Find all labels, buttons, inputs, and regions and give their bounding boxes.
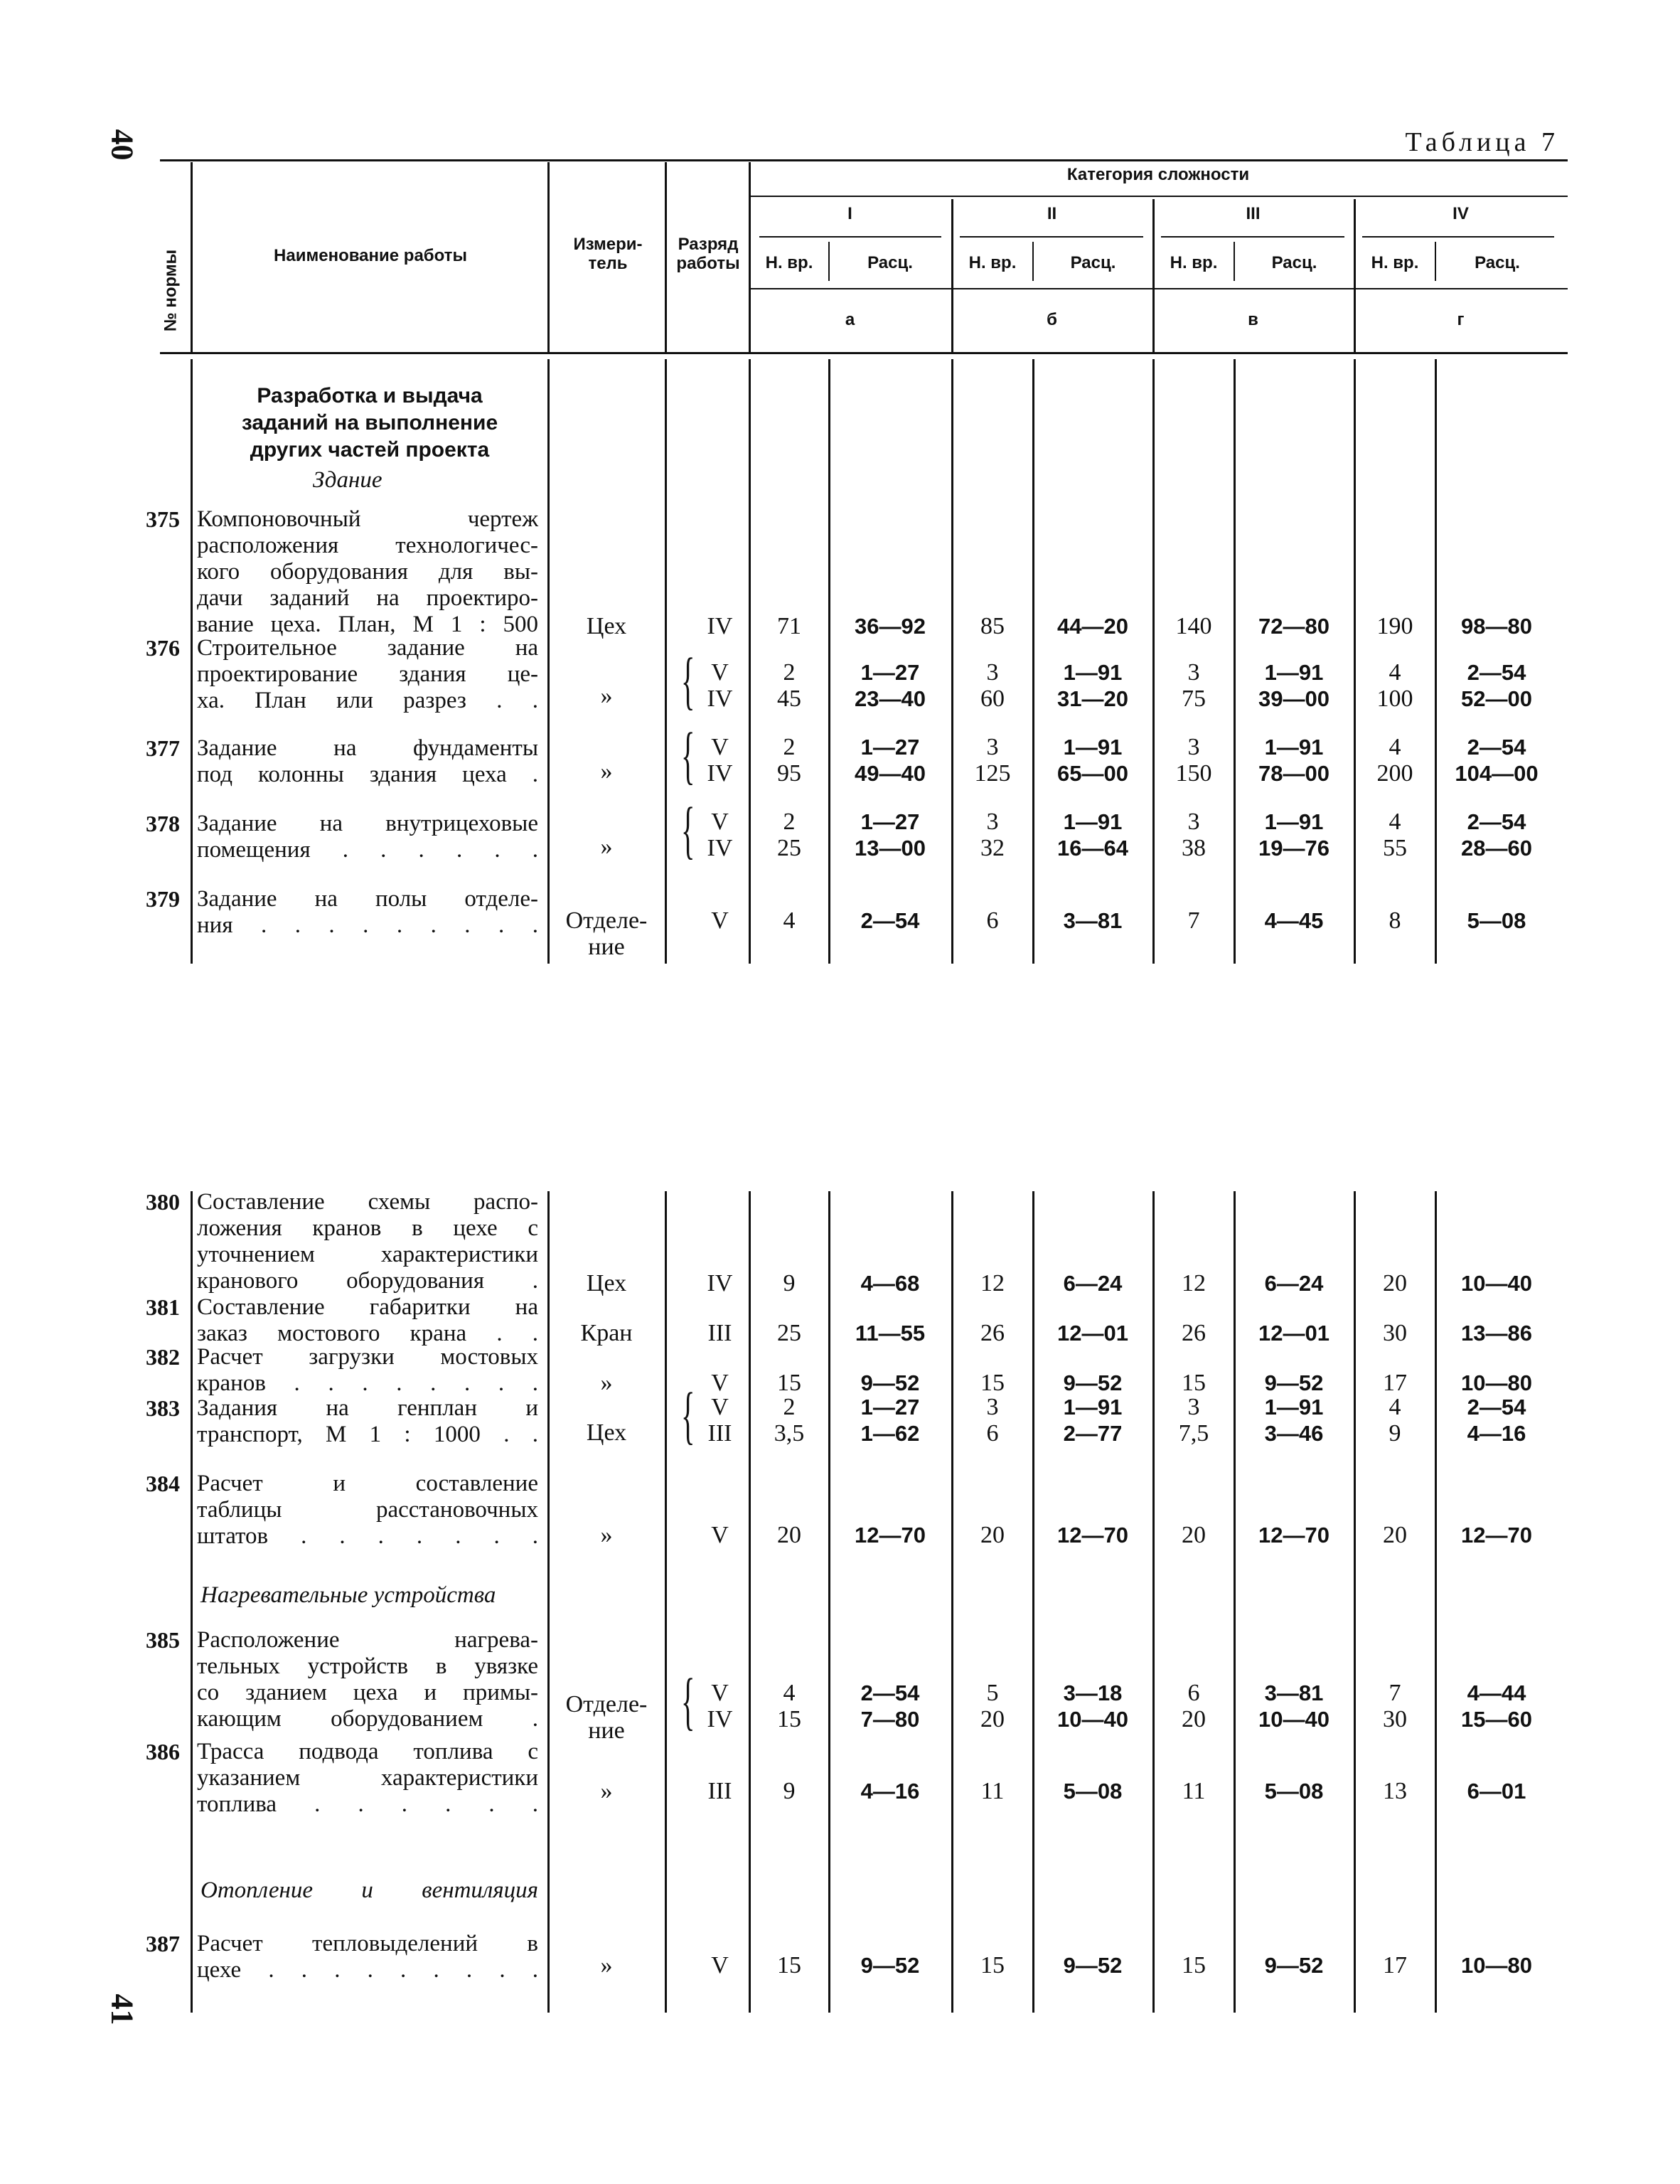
time-norm-cell: 15	[1182, 1370, 1206, 1396]
rate-cell: 5—08	[1467, 908, 1526, 933]
header-rasc: Расц.	[1475, 253, 1520, 272]
rate-cell: 4—68	[860, 1271, 920, 1296]
header-grade: Разряд работы	[676, 235, 740, 273]
row-number: 381	[146, 1294, 180, 1320]
rate-cell: 5—08	[1264, 1779, 1324, 1804]
time-norm-cell: 6 20	[1182, 1680, 1206, 1732]
header-work-name: Наименование работы	[274, 246, 467, 265]
row-number: 382	[146, 1344, 180, 1370]
rate-cell: 6—24	[1063, 1271, 1123, 1296]
time-norm-cell: 15	[980, 1370, 1005, 1396]
time-norm-cell: 4 15	[777, 1680, 801, 1732]
rate-cell: 12—70	[1057, 1523, 1128, 1548]
rate-cell: 36—92	[855, 614, 926, 639]
row-number: 377	[146, 735, 180, 761]
header-cat-2: II	[1047, 204, 1057, 223]
rate-cell: 9—52	[1063, 1370, 1123, 1395]
brace-icon: {	[681, 795, 695, 865]
header-letter-g: г	[1457, 310, 1465, 329]
rate-cell: 10—40	[1461, 1271, 1532, 1296]
rate-cell: 2—54 104—00	[1455, 735, 1539, 786]
time-norm-cell: 3 125	[974, 734, 1011, 787]
time-norm-cell: 11	[980, 1778, 1005, 1804]
rate-cell: 4—45	[1264, 908, 1324, 933]
time-norm-cell: 190	[1376, 613, 1413, 639]
work-name: Строительное задание на проектирование здания це- ха. План или разрез . .	[197, 635, 538, 713]
rate-cell: 4—44 15—60	[1461, 1680, 1532, 1732]
rate-cell: 1—91 2—77	[1063, 1395, 1123, 1446]
work-name: Расчет загрузки мостовых кранов . . . . . . . .	[197, 1344, 538, 1396]
grade-cell: V	[711, 1952, 729, 1978]
time-norm-cell: 26	[1182, 1320, 1206, 1346]
unit-cell: »	[600, 833, 613, 860]
row-number: 383	[146, 1395, 180, 1421]
work-name: Задание на внутрицеховые помещения . . . . . .	[197, 811, 538, 863]
time-norm-cell: 85	[980, 613, 1005, 639]
rate-cell: 1—91 31—20	[1057, 660, 1128, 711]
unit-cell: »	[600, 1778, 613, 1804]
rate-cell: 9—52	[1264, 1370, 1324, 1395]
time-norm-cell: 2 45	[777, 659, 801, 712]
header-cat-4: IV	[1452, 204, 1469, 223]
rate-cell: 12—01	[1057, 1321, 1128, 1346]
grade-cell: V	[711, 907, 729, 934]
unit-cell: »	[600, 1370, 613, 1396]
time-norm-cell: 3 38	[1182, 809, 1206, 861]
rate-cell: 3—18 10—40	[1057, 1680, 1128, 1732]
grade-cell: V IV	[707, 659, 733, 712]
grade-cell: III	[707, 1320, 732, 1346]
grade-cell: IV	[707, 1270, 733, 1296]
header-rasc: Расц.	[1070, 253, 1116, 272]
time-norm-cell: 15	[1182, 1952, 1206, 1978]
row-number: 386	[146, 1739, 180, 1764]
header-letter-b: б	[1047, 310, 1057, 329]
rate-cell: 3—81	[1063, 908, 1123, 933]
work-name: Задание на фундаменты под колонны здания цеха .	[197, 735, 538, 787]
rate-cell: 1—27 23—40	[855, 660, 926, 711]
time-norm-cell: 4 9	[1389, 1394, 1401, 1447]
row-number: 387	[146, 1931, 180, 1956]
time-norm-cell: 4 200	[1376, 734, 1413, 787]
rate-cell: 9—52	[1264, 1953, 1324, 1978]
rate-cell: 9—52	[860, 1370, 920, 1395]
row-number: 385	[146, 1627, 180, 1653]
time-norm-cell: 2 95	[777, 734, 801, 787]
unit-cell: »	[600, 683, 613, 709]
rate-cell: 3—81 10—40	[1258, 1680, 1329, 1732]
time-norm-cell: 4 100	[1376, 659, 1413, 712]
subsection-heating-vent: Отопление и вентиляция	[200, 1877, 538, 1903]
time-norm-cell: 13	[1383, 1778, 1407, 1804]
header-letter-v: в	[1248, 310, 1258, 329]
time-norm-cell: 15	[980, 1952, 1005, 1978]
row-number: 378	[146, 811, 180, 836]
rate-cell: 1—91 39—00	[1258, 660, 1329, 711]
unit-cell: »	[600, 1952, 613, 1978]
header-cat-1: I	[847, 204, 852, 223]
time-norm-cell: 11	[1182, 1778, 1206, 1804]
rate-cell: 1—27 1—62	[860, 1395, 920, 1446]
time-norm-cell: 4	[783, 907, 796, 934]
time-norm-cell: 7 30	[1383, 1680, 1407, 1732]
time-norm-cell: 20	[1383, 1522, 1407, 1548]
brace-icon: {	[681, 1666, 695, 1737]
header-category: Категория сложности	[1066, 165, 1250, 184]
rate-cell: 2—54 4—16	[1467, 1395, 1526, 1446]
section-heading: Разработка и выдача заданий на выполнение других частей проекта	[241, 384, 498, 462]
rate-cell: 12—70	[1461, 1523, 1532, 1548]
rate-cell: 1—91 19—76	[1258, 809, 1329, 861]
time-norm-cell: 17	[1383, 1952, 1407, 1978]
unit-cell: Отделе- ние	[565, 907, 648, 960]
rate-cell: 13—86	[1461, 1321, 1532, 1346]
work-name: Задания на генплан и транспорт, М 1 : 1000 . .	[197, 1395, 538, 1447]
grade-cell: IV	[707, 613, 733, 639]
time-norm-cell: 20	[777, 1522, 801, 1548]
work-name: Составление габаритки на заказ мостового крана . .	[197, 1294, 538, 1346]
rate-cell: 1—91 3—46	[1264, 1395, 1324, 1446]
rate-cell: 44—20	[1057, 614, 1128, 639]
time-norm-cell: 3 32	[980, 809, 1005, 861]
rate-cell: 2—54 52—00	[1461, 660, 1532, 711]
unit-cell: »	[600, 758, 613, 784]
header-norm-no: № нормы	[161, 249, 181, 332]
work-name: Задание на полы отделе- ния . . . . . . . . .	[197, 886, 538, 938]
time-norm-cell: 20	[1182, 1522, 1206, 1548]
rate-cell: 12—70	[855, 1523, 926, 1548]
work-name: Составление схемы распо- ложения кранов в цехе с уточнением характеристики кранового оборудования .	[197, 1189, 538, 1294]
table-title: Таблица 7	[1405, 127, 1559, 157]
unit-cell: »	[600, 1522, 613, 1548]
rate-cell: 9—52	[1063, 1953, 1123, 1978]
rate-cell: 11—55	[855, 1321, 926, 1346]
work-name: Трасса подвода топлива с указанием характеристики топлива . . . . . .	[197, 1739, 538, 1817]
time-norm-cell: 26	[980, 1320, 1005, 1346]
rate-cell: 12—01	[1258, 1321, 1329, 1346]
rate-cell: 1—27 13—00	[855, 809, 926, 861]
time-norm-cell: 3 60	[980, 659, 1005, 712]
unit-cell: Цех	[586, 613, 627, 639]
time-norm-cell: 4 55	[1383, 809, 1407, 861]
rate-cell: 72—80	[1258, 614, 1329, 639]
page-number-top: 40	[105, 129, 140, 161]
unit-cell: Цех	[586, 1270, 627, 1296]
time-norm-cell: 15	[777, 1952, 801, 1978]
brace-icon: {	[681, 1380, 695, 1451]
work-name: Компоновочный чертеж расположения технологичес- кого оборудования для вы- дачи заданий на проектиро- вание цеха. План, М 1 : 500	[197, 506, 538, 637]
row-number: 384	[146, 1471, 180, 1496]
time-norm-cell: 20	[980, 1522, 1005, 1548]
subsection-heating-devices: Нагревательные устройства	[200, 1582, 496, 1608]
time-norm-cell: 5 20	[980, 1680, 1005, 1732]
unit-cell: Кран	[580, 1320, 633, 1346]
rate-cell: 10—80	[1461, 1953, 1532, 1978]
time-norm-cell: 3 75	[1182, 659, 1206, 712]
work-name: Расчет тепловыделений в цехе . . . . . . . . .	[197, 1931, 538, 1983]
time-norm-cell: 17	[1383, 1370, 1407, 1396]
row-number: 380	[146, 1189, 180, 1215]
rate-cell: 1—91 78—00	[1258, 735, 1329, 786]
grade-cell: V IV	[707, 1680, 733, 1732]
row-number: 375	[146, 506, 180, 532]
header-nvr: Н. вр.	[1170, 253, 1218, 272]
time-norm-cell: 71	[777, 613, 801, 639]
time-norm-cell: 9	[783, 1270, 796, 1296]
rate-cell: 6—24	[1264, 1271, 1324, 1296]
row-number: 376	[146, 635, 180, 661]
time-norm-cell: 12	[1182, 1270, 1206, 1296]
rate-cell: 4—16	[860, 1779, 920, 1804]
grade-cell: III	[707, 1778, 732, 1804]
grade-cell: V	[711, 1370, 729, 1396]
rate-cell: 6—01	[1467, 1779, 1526, 1804]
rate-cell: 10—80	[1461, 1370, 1532, 1395]
rate-cell: 1—91 65—00	[1057, 735, 1128, 786]
grade-cell: V IV	[707, 809, 733, 861]
header-nvr: Н. вр.	[968, 253, 1017, 272]
time-norm-cell: 2 25	[777, 809, 801, 861]
work-name: Расчет и составление таблицы расстановочных штатов . . . . . . .	[197, 1471, 538, 1549]
page-number-bottom: 41	[105, 1993, 140, 2025]
time-norm-cell: 8	[1389, 907, 1401, 934]
grade-cell: V	[711, 1522, 729, 1548]
header-unit: Измери-тель	[573, 235, 643, 273]
row-number: 379	[146, 886, 180, 912]
rate-cell: 1—27 49—40	[855, 735, 926, 786]
rate-cell: 2—54 28—60	[1461, 809, 1532, 861]
grade-cell: V IV	[707, 734, 733, 787]
header-nvr: Н. вр.	[765, 253, 813, 272]
brace-icon: {	[681, 720, 695, 791]
time-norm-cell: 3 150	[1175, 734, 1212, 787]
time-norm-cell: 9	[783, 1778, 796, 1804]
header-letter-a: а	[845, 310, 855, 329]
unit-cell: Цех	[586, 1419, 627, 1446]
time-norm-cell: 25	[777, 1320, 801, 1346]
header-rasc: Расц.	[867, 253, 913, 272]
header-cat-3: III	[1246, 204, 1261, 223]
time-norm-cell: 20	[1383, 1270, 1407, 1296]
time-norm-cell: 6	[986, 907, 999, 934]
brace-icon: {	[681, 646, 695, 716]
rate-cell: 1—91 16—64	[1057, 809, 1128, 861]
time-norm-cell: 15	[777, 1370, 801, 1396]
grade-cell: V III	[707, 1394, 732, 1447]
header-rasc: Расц.	[1271, 253, 1317, 272]
time-norm-cell: 7	[1187, 907, 1200, 934]
unit-cell: Отделе- ние	[565, 1691, 648, 1744]
time-norm-cell: 30	[1383, 1320, 1407, 1346]
rate-cell: 5—08	[1063, 1779, 1123, 1804]
rate-cell: 12—70	[1258, 1523, 1329, 1548]
rate-cell: 9—52	[860, 1953, 920, 1978]
time-norm-cell: 3 6	[986, 1394, 999, 1447]
time-norm-cell: 140	[1175, 613, 1212, 639]
time-norm-cell: 12	[980, 1270, 1005, 1296]
subsection-building: Здание	[313, 467, 382, 493]
rate-cell: 98—80	[1461, 614, 1532, 639]
header-nvr: Н. вр.	[1371, 253, 1419, 272]
time-norm-cell: 2 3,5	[774, 1394, 805, 1447]
rate-cell: 2—54 7—80	[860, 1680, 920, 1732]
work-name: Расположение нагрева- тельных устройств в увязке со зданием цеха и примы- кающим оборудованием .	[197, 1627, 538, 1732]
rate-cell: 2—54	[860, 908, 920, 933]
time-norm-cell: 3 7,5	[1178, 1394, 1209, 1447]
